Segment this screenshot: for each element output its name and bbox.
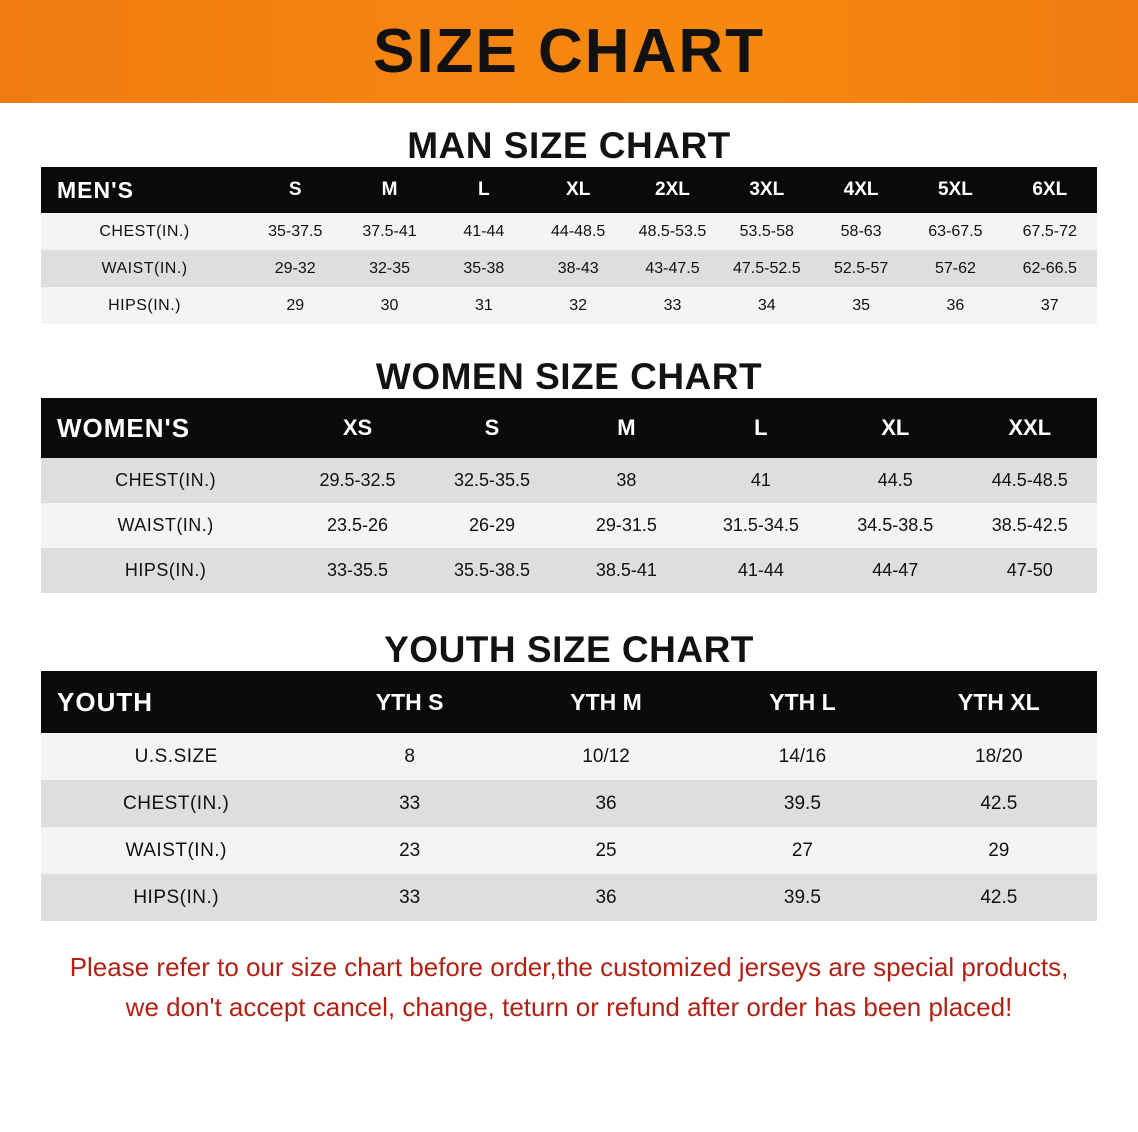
youth-ussize-m: 10/12	[582, 745, 630, 767]
women-hips-xxl: 47-50	[1006, 560, 1053, 580]
youth-table-head	[41, 671, 1097, 733]
youth-waist-m: 25	[595, 839, 617, 861]
youth-header-l: YTH L	[769, 688, 836, 715]
order-notice-line-2: we don't accept cancel, change, teturn or refund after order has been placed!	[125, 992, 1013, 1023]
table-header-row	[41, 671, 1097, 733]
youth-row-waist-label: WAIST(IN.)	[125, 839, 227, 861]
man-chest-2xl: 48.5-53.5	[638, 222, 707, 240]
page-title: SIZE CHART	[373, 16, 765, 86]
women-hips-s: 35.5-38.5	[453, 560, 530, 580]
table-row	[41, 874, 1097, 921]
table-row	[41, 458, 1097, 503]
man-waist-5xl: 57-62	[934, 259, 976, 277]
women-chest-xl: 44.5	[877, 470, 913, 490]
women-waist-s: 26-29	[468, 515, 515, 535]
man-waist-s: 29-32	[274, 259, 316, 277]
youth-hips-s: 33	[399, 886, 421, 908]
man-chest-5xl: 63-67.5	[928, 222, 983, 240]
order-notice	[49, 947, 1089, 1028]
man-table-body	[41, 213, 1097, 324]
youth-size-table	[41, 671, 1097, 921]
women-chest-m: 38	[616, 470, 637, 490]
man-hips-s: 29	[286, 296, 305, 314]
man-header-l: L	[478, 179, 490, 200]
man-waist-2xl: 43-47.5	[645, 259, 700, 277]
women-header-l: L	[754, 415, 768, 440]
man-table-head	[41, 167, 1097, 213]
man-chest-4xl: 58-63	[840, 222, 882, 240]
youth-hips-m: 36	[595, 886, 617, 908]
women-chest-xs: 29.5-32.5	[319, 470, 396, 490]
women-header-xl: XL	[881, 415, 910, 440]
women-table-wrap	[41, 398, 1097, 593]
women-header-m: M	[617, 415, 636, 440]
man-waist-4xl: 52.5-57	[833, 259, 889, 277]
youth-section-title: YOUTH SIZE CHART	[384, 629, 754, 670]
youth-chest-s: 33	[399, 792, 421, 814]
women-hips-m: 38.5-41	[595, 560, 657, 580]
man-header-xl: XL	[566, 179, 591, 200]
man-section-title: MAN SIZE CHART	[407, 125, 731, 166]
youth-row-ussize-label: U.S.SIZE	[134, 745, 218, 767]
women-row-hips-label: HIPS(IN.)	[124, 560, 207, 580]
man-waist-6xl: 62-66.5	[1022, 259, 1077, 277]
women-chest-l: 41	[750, 470, 771, 490]
table-header-row	[41, 167, 1097, 213]
man-hips-6xl: 37	[1040, 296, 1059, 314]
man-chest-s: 35-37.5	[268, 222, 323, 240]
women-waist-l: 31.5-34.5	[722, 515, 799, 535]
man-row-waist-label: WAIST(IN.)	[101, 259, 188, 277]
women-header-xs: XS	[342, 415, 373, 440]
women-waist-xl: 34.5-38.5	[857, 515, 934, 535]
table-header-row	[41, 398, 1097, 458]
women-hips-xs: 33-35.5	[327, 560, 389, 580]
man-row-chest-label: CHEST(IN.)	[99, 222, 190, 240]
table-row	[41, 827, 1097, 874]
women-hips-xl: 44-47	[872, 560, 919, 580]
man-header-5xl: 5XL	[937, 179, 973, 200]
man-waist-m: 32-35	[369, 259, 410, 277]
youth-ussize-xl: 18/20	[975, 745, 1023, 767]
youth-waist-xl: 29	[988, 839, 1010, 861]
youth-row-chest-label: CHEST(IN.)	[123, 792, 230, 814]
women-hips-l: 41-44	[737, 560, 784, 580]
man-hips-4xl: 35	[852, 296, 870, 314]
table-row	[41, 733, 1097, 780]
women-chest-xxl: 44.5-48.5	[991, 470, 1068, 490]
youth-table-wrap	[41, 671, 1097, 921]
man-header-4xl: 4XL	[843, 179, 879, 200]
man-waist-l: 35-38	[463, 259, 505, 277]
man-hips-l: 31	[474, 296, 493, 314]
women-header-xxl: XXL	[1008, 415, 1052, 440]
man-header-label: MEN'S	[57, 176, 134, 203]
man-hips-5xl: 36	[946, 296, 965, 314]
man-header-6xl: 6XL	[1032, 179, 1068, 200]
youth-header-s: YTH S	[375, 688, 444, 715]
man-chest-6xl: 67.5-72	[1022, 222, 1077, 240]
youth-header-label: YOUTH	[57, 686, 153, 717]
table-row	[41, 250, 1097, 287]
women-waist-m: 29-31.5	[595, 515, 657, 535]
man-waist-xl: 38-43	[557, 259, 599, 277]
man-header-m: M	[381, 179, 398, 200]
man-hips-xl: 32	[569, 296, 588, 314]
women-table-head	[41, 398, 1097, 458]
women-header-label: WOMEN'S	[57, 412, 191, 443]
man-header-2xl: 2XL	[655, 179, 690, 200]
women-size-table	[41, 398, 1097, 593]
youth-header-xl: YTH XL	[957, 688, 1040, 715]
man-row-hips-label: HIPS(IN.)	[108, 296, 182, 314]
youth-table-body	[41, 733, 1097, 921]
youth-waist-s: 23	[399, 839, 421, 861]
youth-ussize-l: 14/16	[778, 745, 827, 767]
man-chest-xl: 44-48.5	[551, 222, 606, 240]
table-row	[41, 213, 1097, 250]
women-row-chest-label: CHEST(IN.)	[115, 470, 217, 490]
women-row-waist-label: WAIST(IN.)	[117, 515, 214, 535]
youth-chest-m: 36	[595, 792, 617, 814]
man-chest-l: 41-44	[463, 222, 505, 240]
youth-ussize-s: 8	[404, 745, 415, 767]
man-hips-2xl: 33	[663, 296, 682, 314]
man-header-s: S	[288, 179, 302, 200]
women-chest-s: 32.5-35.5	[453, 470, 530, 490]
table-row	[41, 287, 1097, 324]
table-row	[41, 548, 1097, 593]
women-table-body	[41, 458, 1097, 593]
women-section-title: WOMEN SIZE CHART	[375, 356, 763, 397]
women-waist-xs: 23.5-26	[327, 515, 389, 535]
order-notice-line-1: Please refer to our size chart before order,the customized jerseys are special products,	[69, 952, 1069, 982]
table-row	[41, 503, 1097, 548]
youth-hips-xl: 42.5	[980, 886, 1018, 908]
man-chest-3xl: 53.5-58	[739, 222, 794, 240]
table-row	[41, 780, 1097, 827]
man-chest-m: 37.5-41	[362, 222, 417, 240]
youth-hips-l: 39.5	[783, 886, 821, 908]
youth-chest-xl: 42.5	[980, 792, 1018, 814]
man-size-table	[41, 167, 1097, 324]
man-hips-3xl: 34	[757, 296, 776, 314]
man-waist-3xl: 47.5-52.5	[732, 259, 801, 277]
youth-row-hips-label: HIPS(IN.)	[133, 886, 220, 908]
man-table-wrap	[41, 167, 1097, 324]
youth-waist-l: 27	[791, 839, 813, 861]
women-waist-xxl: 38.5-42.5	[991, 515, 1068, 535]
man-hips-m: 30	[380, 296, 399, 314]
women-header-s: S	[484, 415, 500, 440]
page-banner	[0, 0, 1138, 103]
youth-chest-l: 39.5	[783, 792, 821, 814]
youth-header-m: YTH M	[570, 688, 642, 715]
man-header-3xl: 3XL	[749, 179, 785, 200]
